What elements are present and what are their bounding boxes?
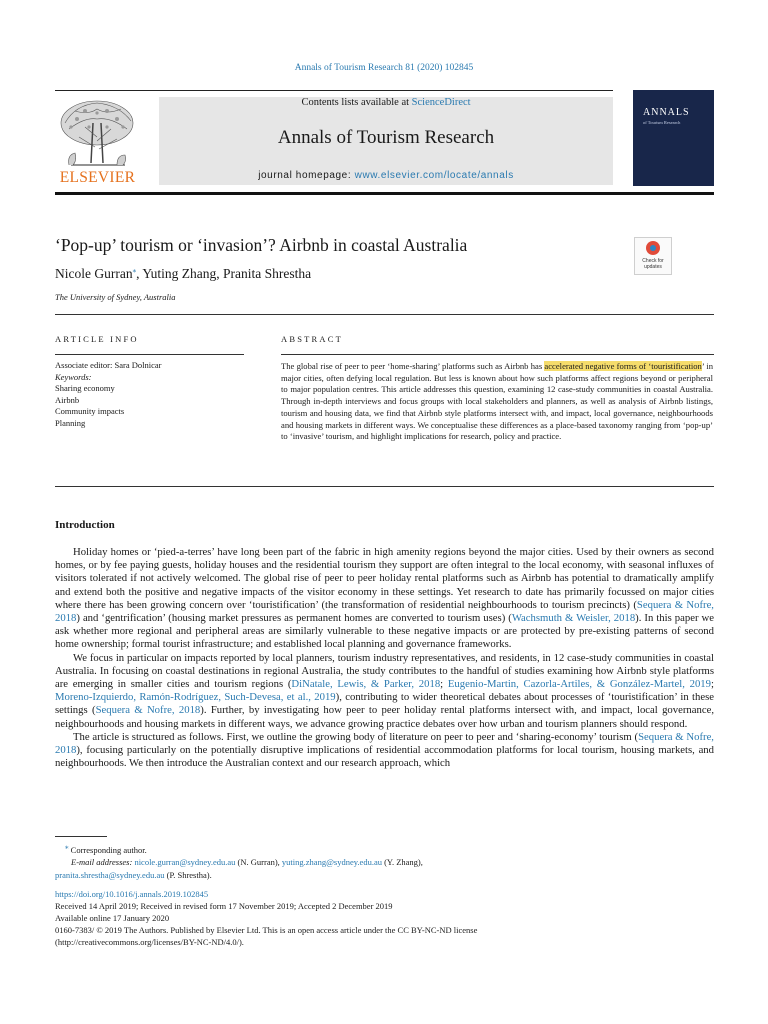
email-link[interactable]: yuting.zhang@sydney.edu.au <box>281 857 382 868</box>
abstract-part: ’ in major cities, often defying local regulation. But less is known about how such platforms affect regions beyond or peripheral to major population centres. This article addresses this question, examining 12 case-study communities in coastal Australia. Through in-depth interviews and focus groups with local stakeholders and planners, as well as analysis of Airbnb listings, tourism and housing data, we find that Airbnb style platforms intersect with, and impact, local governance, neighbourhoods and housing markets in different ways. We conceptualise these differences as a place-based taxonomy ranging from ‘pop-up’ to ‘invasive’ tourism, and highlight implications for research, policy and practice. <box>281 361 714 442</box>
corresponding-label: Corresponding author. <box>68 844 147 855</box>
author-name[interactable]: Yuting Zhang <box>142 266 217 281</box>
crossmark-label: Check for updates <box>642 258 664 270</box>
corresponding-author-mark[interactable]: ⁎ <box>132 266 137 275</box>
email-owner: (N. Gurran), <box>235 857 282 868</box>
crossmark-inner-icon <box>650 245 656 251</box>
introduction-heading: Introduction <box>55 519 115 531</box>
citation-link[interactable]: DiNatale, Lewis, & Parker, 2018 <box>291 678 441 691</box>
paragraph-text: ) and ‘gentrification’ (housing market pressures as permanent homes are converted to tourism uses) ( <box>76 612 512 625</box>
paragraph <box>55 546 714 652</box>
email-addresses <box>55 856 714 869</box>
introduction-body <box>55 546 714 770</box>
associate-editor: Associate editor: Sara Dolnicar <box>55 360 162 370</box>
keyword-item: Airbnb <box>55 394 80 405</box>
article-info-rule <box>55 354 244 355</box>
info-top-rule <box>55 314 714 315</box>
citation-link[interactable]: Sequera & Nofre, 2018 <box>55 730 714 757</box>
email-link[interactable]: pranita.shrestha@sydney.edu.au <box>55 869 165 880</box>
paragraph-text: Holiday homes or ‘pied-a-terres’ have long been part of the fabric in high amenity regions beyond the major cities. Used by their owners as second homes, or by fee paying guests, holiday houses and the residential tourism they support are often integral to the local economy, with seasonal influxes of visitors tolerated if not actively welcomed. The global rise of peer to peer holiday rental platforms such as Airbnb has potential to dramatically amplify and extend both the positive and negative impacts of the visitor economy in these settings. Yet research to date has primarily focussed on major cities where there has been growing concern over ‘touristification’ (the transformation of residential neighbourhoods to tourism precincts) ( <box>55 546 714 611</box>
email-addresses-cont <box>55 869 714 882</box>
corresponding-author-note <box>55 841 714 856</box>
paragraph-text: ), contributing to wider theoretical debates about processes of ‘touristification’ in these settings ( <box>55 691 715 717</box>
keyword-item: Sharing economy <box>55 383 115 394</box>
abstract-text <box>281 361 713 443</box>
citation-link[interactable]: Sequera & Nofre, 2018 <box>55 598 714 625</box>
highlighted-phrase[interactable]: accelerated negative forms of ‘touristification <box>544 361 702 371</box>
contents-availability <box>159 97 613 108</box>
article-metadata <box>55 888 714 948</box>
abstract-rule <box>281 354 714 355</box>
journal-homepage <box>159 170 613 181</box>
citation-link[interactable]: Eugenio-Martin, Cazorla-Artiles, & González-Martel, 2019 <box>447 678 711 691</box>
email-label: E-mail addresses: <box>71 857 133 868</box>
author-list <box>55 266 311 282</box>
homepage-prefix: journal homepage: <box>258 170 352 181</box>
paragraph-text: The article is structured as follows. First, we outline the growing body of literature on peer to peer and ‘sharing-economy’ tourism ( <box>73 730 639 743</box>
email-owner: (P. Shrestha). <box>164 869 212 880</box>
paragraph-text: ; <box>440 678 448 691</box>
paragraph-text: ). Further, by investigating how peer to peer holiday rental platforms intersect with, and impact, local governance, neighbourhoods and housing markets in different ways, we advance growing practice debates over how urban and tourism planners should respond. <box>55 704 714 730</box>
email-owner: (Y. Zhang), <box>381 857 423 868</box>
publisher-wordmark: ELSEVIER <box>59 169 136 186</box>
article-info-block <box>55 360 245 430</box>
abstract-bottom-rule <box>55 486 714 487</box>
abstract-part: The global rise of peer to peer ‘home-sharing’ platforms such as Airbnb has <box>281 361 545 371</box>
paragraph-text: ). In this paper we ask whether more regional and peripheral areas are similarly vulnerable to these negative impacts or are protected by pre-existing patterns of second home ownership; formal tourist infrastructure; and established local planning and governance frameworks. <box>55 612 714 651</box>
footnote-rule <box>55 836 107 837</box>
footnote-mark: ⁎ <box>65 843 69 851</box>
check-for-updates-badge[interactable] <box>634 237 672 275</box>
received-dates: Received 14 April 2019; Received in revised form 17 November 2019; Accepted 2 December 2019 <box>55 901 393 911</box>
license-url[interactable]: (http://creativecommons.org/licenses/BY-NC-ND/4.0/). <box>55 937 244 947</box>
paragraph-text: We focus in particular on impacts reported by local planners, tourism industry representatives, and residents, in 12 case-study communities in coastal Australia. In focusing on coastal destinations in regional Australia, the study contributes to the handful of studies examining how Airbnb style platforms are emerging in smaller cities and tourism regions ( <box>55 651 714 691</box>
homepage-link[interactable]: www.elsevier.com/locate/annals <box>354 170 514 181</box>
available-online: Available online 17 January 2020 <box>55 913 170 923</box>
header-top-rule <box>55 90 613 91</box>
keyword-item: Community impacts <box>55 406 125 417</box>
author-name[interactable]: Nicole Gurran <box>55 266 133 281</box>
abstract-heading: ABSTRACT <box>281 334 343 344</box>
journal-cover-image <box>633 90 714 186</box>
contents-prefix: Contents lists available at <box>301 97 410 108</box>
author-separator: , <box>136 266 143 281</box>
elsevier-logo <box>55 97 140 187</box>
journal-citation[interactable]: Annals of Tourism Research 81 (2020) 102845 <box>294 63 474 73</box>
author-separator: , <box>216 266 223 281</box>
license-statement: 0160-7383/ © 2019 The Authors. Published by Elsevier Ltd. This is an open access article under the CC BY-NC-ND license <box>55 925 478 935</box>
journal-name: Annals of Tourism Research <box>277 127 495 148</box>
elsevier-tree-icon <box>55 97 140 171</box>
doi-link[interactable]: https://doi.org/10.1016/j.annals.2019.102845 <box>55 889 209 899</box>
cover-title: ANNALS <box>643 107 690 118</box>
paragraph <box>55 652 714 731</box>
citation-link[interactable]: Wachsmuth & Weisler, 2018 <box>511 612 636 625</box>
paragraph-text: ), focusing particularly on the potentially disruptive implications of residential accommodation platforms for local tourism, housing markets, and neighbourhoods. We then introduce the Australian context and our research approach, which <box>55 744 714 770</box>
citation-link[interactable]: Moreno-Izquierdo, Ramón-Rodríguez, Such-Devesa, et al., 2019 <box>55 691 336 704</box>
paragraph-text: ; <box>711 678 714 691</box>
paragraph <box>55 731 714 771</box>
header-bottom-rule <box>55 192 714 195</box>
footnotes <box>55 841 714 881</box>
cover-subtitle: of Tourism Research <box>643 120 681 125</box>
article-info-heading: ARTICLE INFO <box>55 334 139 344</box>
author-name[interactable]: Pranita Shrestha <box>222 266 312 281</box>
author-affiliation: The University of Sydney, Australia <box>55 292 176 302</box>
keyword-item: Planning <box>55 417 86 428</box>
sciencedirect-link[interactable]: ScienceDirect <box>411 97 471 108</box>
citation-link[interactable]: Sequera & Nofre, 2018 <box>95 704 201 717</box>
keywords-label: Keywords: <box>55 371 92 382</box>
article-title: ‘Pop-up’ tourism or ‘invasion’? Airbnb in coastal Australia <box>55 235 468 255</box>
email-link[interactable]: nicole.gurran@sydney.edu.au <box>134 857 236 868</box>
